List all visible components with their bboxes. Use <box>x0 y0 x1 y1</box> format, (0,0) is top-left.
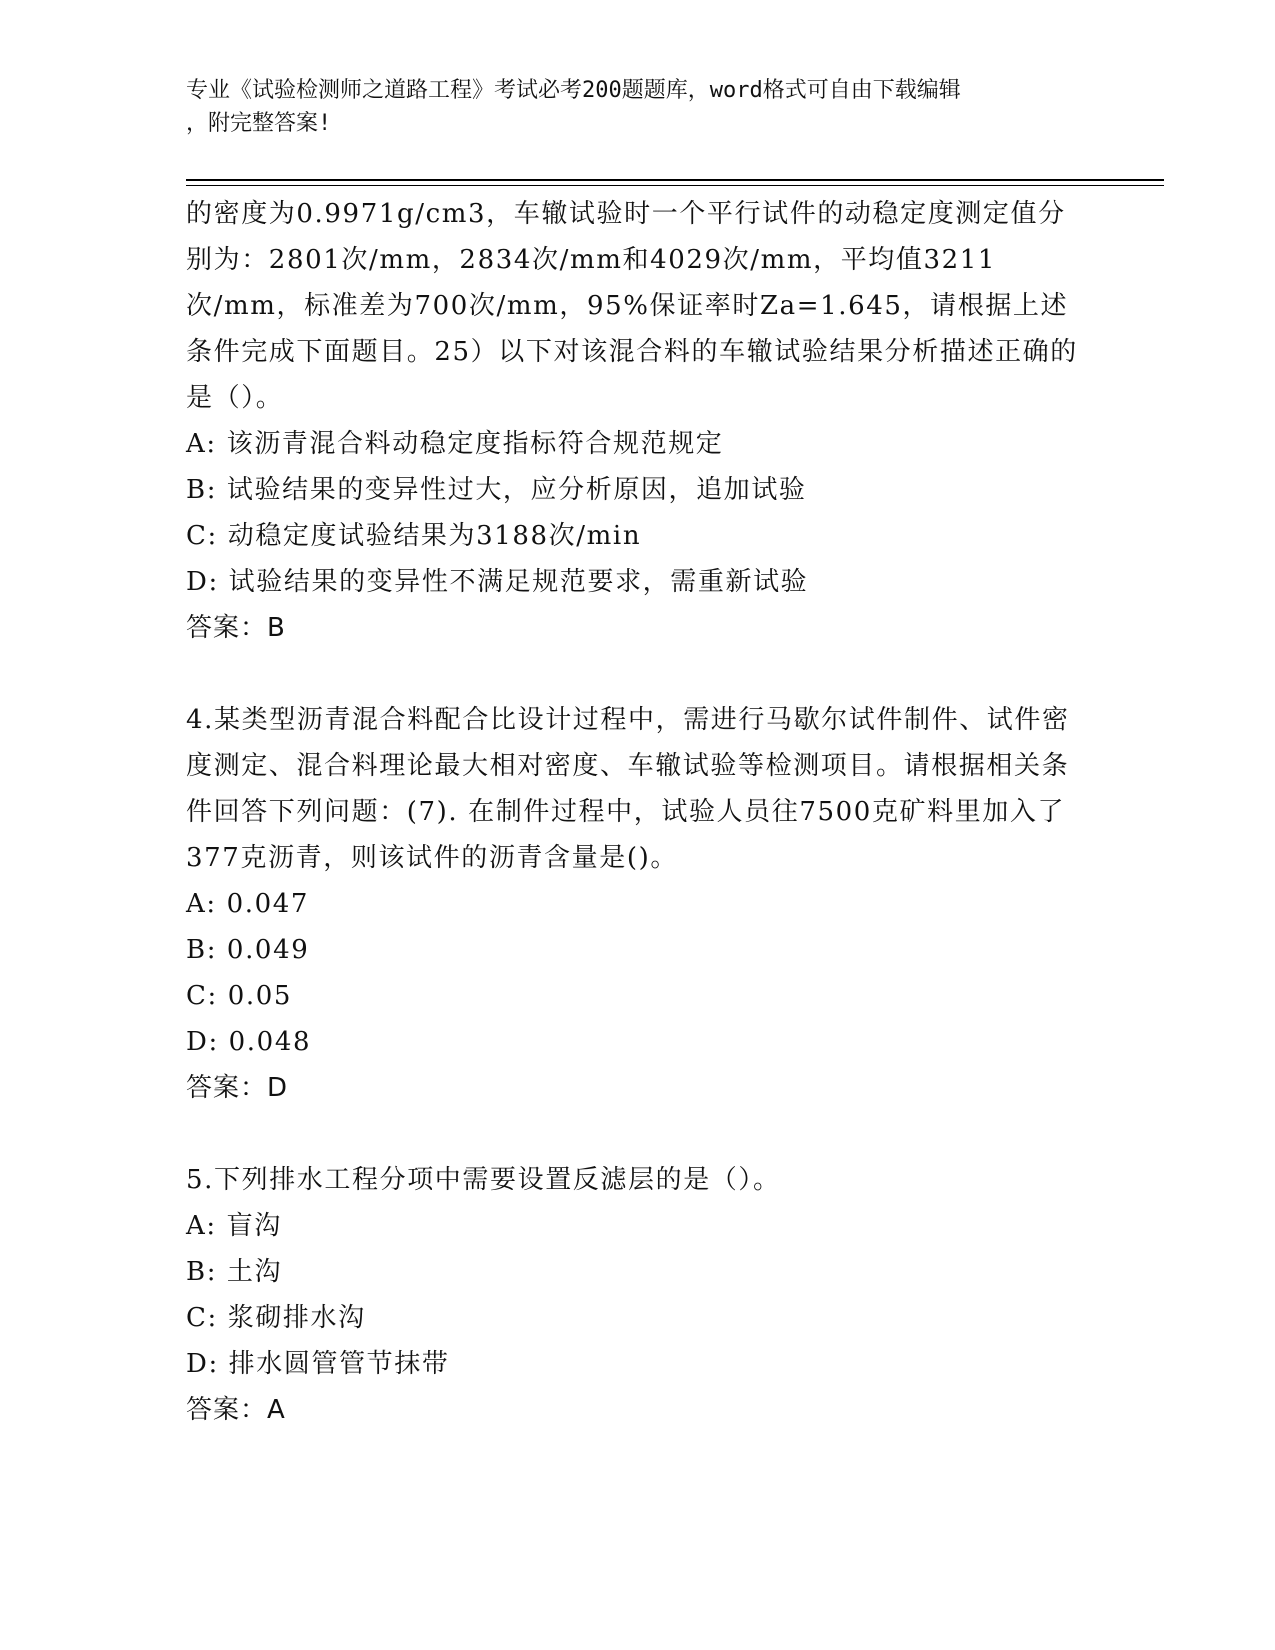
header-divider-thin <box>186 185 1164 186</box>
question-3 <box>186 191 1086 651</box>
option-d: D: 试验结果的变异性不满足规范要求，需重新试验 <box>186 567 809 597</box>
question-5 <box>186 1157 1086 1433</box>
option-b: B: 试验结果的变异性过大，应分析原因，追加试验 <box>186 475 807 505</box>
option-b: B: 土沟 <box>186 1257 283 1287</box>
question-text: 的密度为0.9971g/cm3，车辙试验时一个平行试件的动稳定度测定值分别为：2801次/mm，2834次/mm和4029次/mm，平均值3211次/mm，标准差为700次/mm，95%保证率时Za=1.645，请根据上述条件完成下面题目。25）以下对该混合料的车辙试验结果分析描述正确的是（）。 <box>186 199 1078 413</box>
header-subtitle-line: ，附完整答案! <box>186 111 332 136</box>
answer-label: 答案：B <box>186 613 286 643</box>
option-a: A: 盲沟 <box>186 1211 282 1241</box>
option-a: A: 该沥青混合料动稳定度指标符合规范规定 <box>186 429 724 459</box>
option-d: D: 0.048 <box>186 1027 312 1057</box>
option-c: C: 0.05 <box>186 981 293 1011</box>
header-divider-thick <box>186 179 1164 181</box>
question-text: 4.某类型沥青混合料配合比设计过程中，需进行马歇尔试件制件、试件密度测定、混合料理论最大相对密度、车辙试验等检测项目。请根据相关条件回答下列问题：(7). 在制件过程中，试验人员往7500克矿料里加入了377克沥青，则该试件的沥青含量是()。 <box>186 705 1070 873</box>
header-title-line: 专业《试验检测师之道路工程》考试必考200题题库，word格式可自由下载编辑 <box>186 78 961 103</box>
option-a: A: 0.047 <box>186 889 310 919</box>
option-c: C: 浆砌排水沟 <box>186 1303 366 1333</box>
document-body <box>186 191 1086 1433</box>
answer-label: 答案：D <box>186 1073 289 1103</box>
question-text: 5.下列排水工程分项中需要设置反滤层的是（）。 <box>186 1165 781 1195</box>
option-b: B: 0.049 <box>186 935 310 965</box>
option-d: D: 排水圆管管节抹带 <box>186 1349 450 1379</box>
answer-label: 答案：A <box>186 1395 286 1425</box>
page-header <box>186 74 1086 140</box>
option-c: C: 动稳定度试验结果为3188次/min <box>186 521 642 551</box>
question-4 <box>186 697 1086 1111</box>
